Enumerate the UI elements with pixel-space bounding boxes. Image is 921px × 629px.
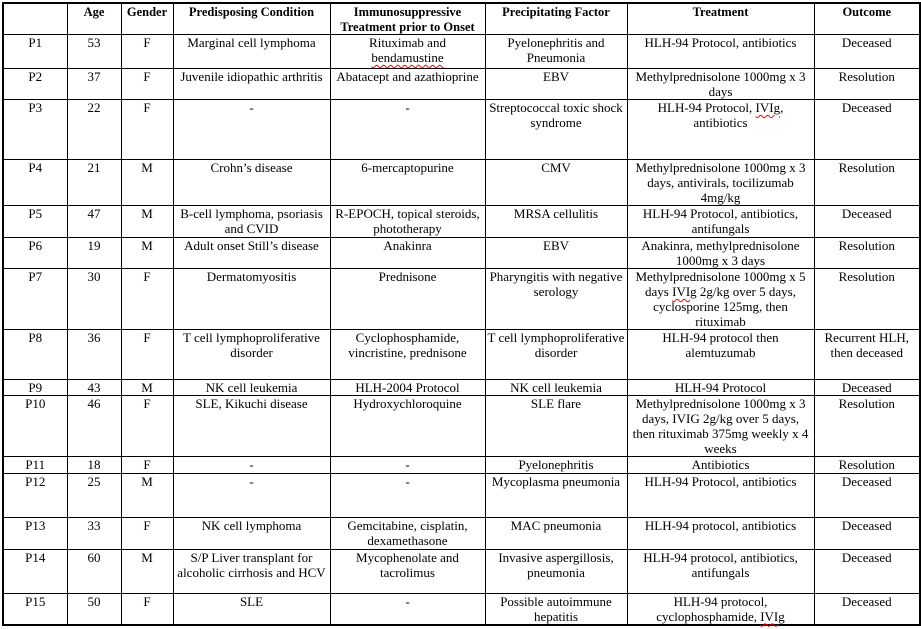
precipitating-cell: Pyelonephritis and Pneumonia (485, 35, 627, 69)
column-header-gender: Gender (121, 3, 173, 35)
precipitating-cell: EBV (485, 69, 627, 100)
spellcheck-underline: bendamustine (371, 50, 444, 66)
header-row (3, 3, 920, 35)
age-cell: 60 (67, 549, 121, 593)
outcome-cell: Resolution (814, 160, 920, 206)
spellcheck-underline: IVIg (755, 100, 781, 116)
patient-id-cell: P11 (3, 457, 67, 474)
precipitating-cell: MAC pneumonia (485, 518, 627, 549)
table-row (3, 457, 920, 474)
gender-cell: M (121, 237, 173, 268)
immunosuppressive-cell: - (330, 593, 485, 625)
treatment-cell: Methylprednisolone 1000mg x 3 days (627, 69, 814, 100)
age-cell: 19 (67, 237, 121, 268)
outcome-cell: Resolution (814, 457, 920, 474)
condition-cell: T cell lymphoproliferative disorder (173, 330, 330, 380)
precipitating-cell: Pyelonephritis (485, 457, 627, 474)
treatment-cell: Methylprednisolone 1000mg x 3 days, antivirals, tocilizumab 4mg/kg (627, 160, 814, 206)
column-header-age: Age (67, 3, 121, 35)
treatment-cell: HLH-94 protocol, antibiotics, antifungals (627, 549, 814, 593)
treatment-cell: Methylprednisolone 1000mg x 5 days IVIg 2g/kg over 5 days, cyclosporine 125mg, then rituximab (627, 268, 814, 329)
table-row (3, 380, 920, 396)
immunosuppressive-cell: - (330, 457, 485, 474)
condition-cell: Adult onset Still’s disease (173, 237, 330, 268)
condition-cell: NK cell lymphoma (173, 518, 330, 549)
table-row (3, 593, 920, 625)
column-header-immunosuppressive-treatment: Immunosuppressive Treatment prior to Onset (330, 3, 485, 35)
precipitating-cell: MRSA cellulitis (485, 206, 627, 237)
table-row (3, 100, 920, 160)
column-header-treatment: Treatment (627, 3, 814, 35)
column-header-precipitating-factor: Precipitating Factor (485, 3, 627, 35)
gender-cell: F (121, 396, 173, 457)
patient-id-cell: P14 (3, 549, 67, 593)
gender-cell: F (121, 593, 173, 625)
treatment-cell: HLH-94 Protocol, antibiotics, antifungals (627, 206, 814, 237)
immunosuppressive-cell: Prednisone (330, 268, 485, 329)
gender-cell: F (121, 69, 173, 100)
precipitating-cell: CMV (485, 160, 627, 206)
age-cell: 30 (67, 268, 121, 329)
precipitating-cell: Possible autoimmune hepatitis (485, 593, 627, 625)
outcome-cell: Deceased (814, 518, 920, 549)
treatment-cell: Anakinra, methylprednisolone 1000mg x 3 days (627, 237, 814, 268)
outcome-cell: Resolution (814, 69, 920, 100)
age-cell: 33 (67, 518, 121, 549)
patient-id-cell: P10 (3, 396, 67, 457)
patient-id-cell: P7 (3, 268, 67, 329)
age-cell: 22 (67, 100, 121, 160)
immunosuppressive-cell: Rituximab and bendamustine (330, 35, 485, 69)
patient-id-cell: P15 (3, 593, 67, 625)
condition-cell: Crohn’s disease (173, 160, 330, 206)
treatment-cell: HLH-94 protocol, cyclophosphamide, IVIg (627, 593, 814, 625)
precipitating-cell: Pharyngitis with negative serology (485, 268, 627, 329)
outcome-cell: Deceased (814, 380, 920, 396)
table-row (3, 237, 920, 268)
condition-cell: - (173, 474, 330, 518)
table-row (3, 69, 920, 100)
gender-cell: F (121, 330, 173, 380)
condition-cell: NK cell leukemia (173, 380, 330, 396)
outcome-cell: Deceased (814, 549, 920, 593)
precipitating-cell: Streptococcal toxic shock syndrome (485, 100, 627, 160)
outcome-cell: Deceased (814, 474, 920, 518)
outcome-cell: Deceased (814, 206, 920, 237)
condition-cell: SLE, Kikuchi disease (173, 396, 330, 457)
condition-cell: Marginal cell lymphoma (173, 35, 330, 69)
age-cell: 46 (67, 396, 121, 457)
treatment-cell: HLH-94 protocol then alemtuzumab (627, 330, 814, 380)
patient-id-cell: P13 (3, 518, 67, 549)
table-row (3, 35, 920, 69)
table-row (3, 518, 920, 549)
condition-cell: Dermatomyositis (173, 268, 330, 329)
table-row (3, 268, 920, 329)
age-cell: 37 (67, 69, 121, 100)
treatment-cell: HLH-94 protocol, antibiotics (627, 518, 814, 549)
treatment-cell: HLH-94 Protocol, antibiotics (627, 35, 814, 69)
patient-id-cell: P6 (3, 237, 67, 268)
gender-cell: M (121, 206, 173, 237)
gender-cell: M (121, 474, 173, 518)
table-row (3, 474, 920, 518)
column-header-patient (3, 3, 67, 35)
outcome-cell: Deceased (814, 593, 920, 625)
age-cell: 18 (67, 457, 121, 474)
gender-cell: M (121, 380, 173, 396)
treatment-cell: HLH-94 Protocol, IVIg, antibiotics (627, 100, 814, 160)
patient-id-cell: P3 (3, 100, 67, 160)
precipitating-cell: Mycoplasma pneumonia (485, 474, 627, 518)
condition-cell: - (173, 100, 330, 160)
patient-id-cell: P2 (3, 69, 67, 100)
precipitating-cell: NK cell leukemia (485, 380, 627, 396)
column-header-outcome: Outcome (814, 3, 920, 35)
immunosuppressive-cell: 6-mercaptopurine (330, 160, 485, 206)
gender-cell: F (121, 457, 173, 474)
condition-cell: - (173, 457, 330, 474)
patient-id-cell: P12 (3, 474, 67, 518)
age-cell: 53 (67, 35, 121, 69)
immunosuppressive-cell: Hydroxychloroquine (330, 396, 485, 457)
immunosuppressive-cell: Abatacept and azathioprine (330, 69, 485, 100)
outcome-cell: Resolution (814, 237, 920, 268)
table-row (3, 206, 920, 237)
immunosuppressive-cell: Gemcitabine, cisplatin, dexamethasone (330, 518, 485, 549)
patient-id-cell: P4 (3, 160, 67, 206)
age-cell: 36 (67, 330, 121, 380)
table-body (3, 35, 920, 626)
outcome-cell: Recurrent HLH, then deceased (814, 330, 920, 380)
gender-cell: M (121, 549, 173, 593)
immunosuppressive-cell: Cyclophosphamide, vincristine, prednisone (330, 330, 485, 380)
immunosuppressive-cell: Anakinra (330, 237, 485, 268)
spellcheck-underline: IVIg (760, 608, 785, 624)
condition-cell: B-cell lymphoma, psoriasis and CVID (173, 206, 330, 237)
condition-cell: SLE (173, 593, 330, 625)
gender-cell: M (121, 160, 173, 206)
table-header (3, 3, 920, 35)
patient-table (2, 2, 921, 626)
immunosuppressive-cell: - (330, 100, 485, 160)
outcome-cell: Resolution (814, 268, 920, 329)
treatment-cell: Methylprednisolone 1000mg x 3 days, IVIG 2g/kg over 5 days, then rituximab 375mg weekly x 4 weeks (627, 396, 814, 457)
precipitating-cell: Invasive aspergillosis, pneumonia (485, 549, 627, 593)
precipitating-cell: SLE flare (485, 396, 627, 457)
table-row (3, 330, 920, 380)
outcome-cell: Resolution (814, 396, 920, 457)
patient-id-cell: P9 (3, 380, 67, 396)
gender-cell: F (121, 518, 173, 549)
table-row (3, 160, 920, 206)
gender-cell: F (121, 100, 173, 160)
age-cell: 25 (67, 474, 121, 518)
gender-cell: F (121, 268, 173, 329)
patient-id-cell: P1 (3, 35, 67, 69)
outcome-cell: Deceased (814, 100, 920, 160)
age-cell: 47 (67, 206, 121, 237)
condition-cell: S/P Liver transplant for alcoholic cirrhosis and HCV (173, 549, 330, 593)
patient-id-cell: P8 (3, 330, 67, 380)
precipitating-cell: EBV (485, 237, 627, 268)
age-cell: 21 (67, 160, 121, 206)
precipitating-cell: T cell lymphoproliferative disorder (485, 330, 627, 380)
outcome-cell: Deceased (814, 35, 920, 69)
immunosuppressive-cell: - (330, 474, 485, 518)
patient-id-cell: P5 (3, 206, 67, 237)
column-header-predisposing-condition: Predisposing Condition (173, 3, 330, 35)
immunosuppressive-cell: Mycophenolate and tacrolimus (330, 549, 485, 593)
immunosuppressive-cell: HLH-2004 Protocol (330, 380, 485, 396)
treatment-cell: Antibiotics (627, 457, 814, 474)
immunosuppressive-cell: R-EPOCH, topical steroids, phototherapy (330, 206, 485, 237)
treatment-cell: HLH-94 Protocol, antibiotics (627, 474, 814, 518)
table-row (3, 549, 920, 593)
age-cell: 43 (67, 380, 121, 396)
age-cell: 50 (67, 593, 121, 625)
condition-cell: Juvenile idiopathic arthritis (173, 69, 330, 100)
treatment-cell: HLH-94 Protocol (627, 380, 814, 396)
table-row (3, 396, 920, 457)
gender-cell: F (121, 35, 173, 69)
spellcheck-underline: IVIg (672, 283, 697, 299)
